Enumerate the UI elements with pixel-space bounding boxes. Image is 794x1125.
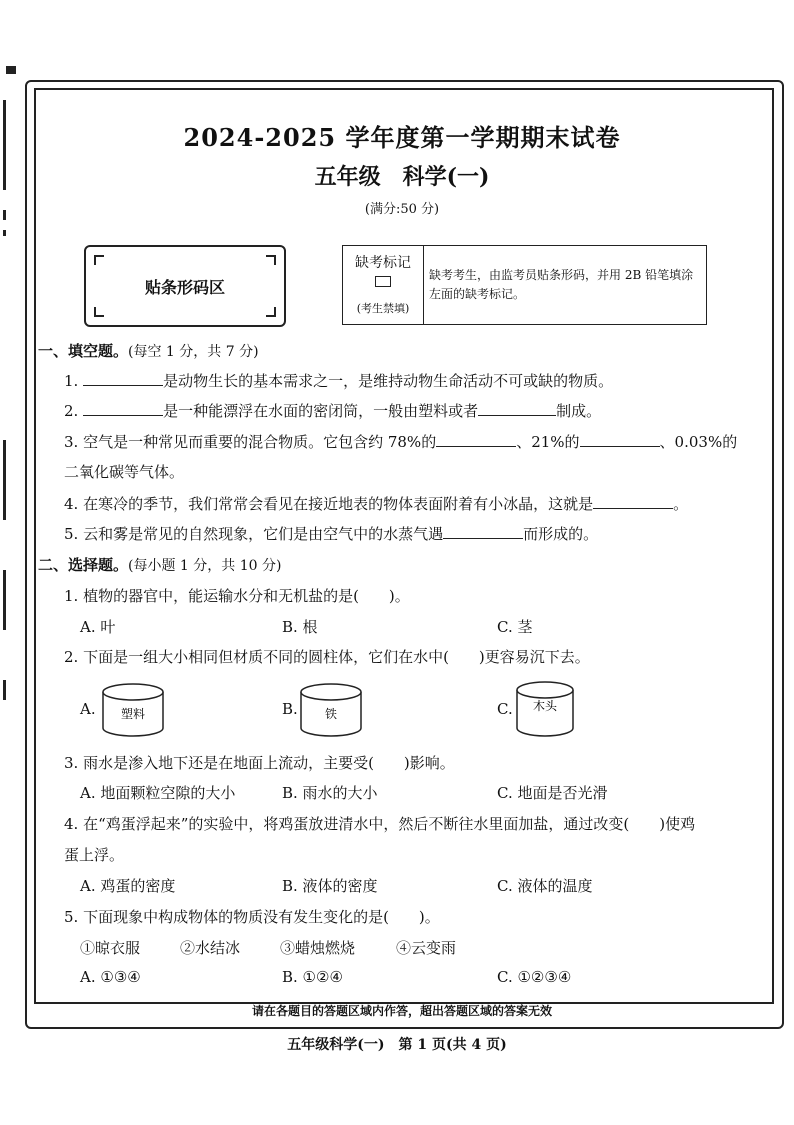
question-text: 而形成的。 [523,525,599,543]
option-c[interactable]: C. ①②③④ [497,968,572,986]
fill-question-1 [64,370,613,391]
answer-blank[interactable] [83,401,163,416]
question-text: 制成。 [556,402,602,420]
section2-note: (每小题 1 分，共 10 分) [128,558,282,574]
cylinder-label: 塑料 [120,707,146,721]
answer-blank[interactable] [478,401,556,416]
question-text: 3. 空气是一种常见而重要的混合物质。它包含约 78%的 [64,433,437,451]
absent-instructions: 缺考考生，由监考员贴条形码，并用 2B 铅笔填涂左面的缺考标记。 [429,268,694,301]
exam-subtitle: 五年级 科学(一) [314,164,490,190]
question-text: 是动物生长的基本需求之一，是维持动物生命活动不可或缺的物质。 [163,372,614,390]
option-c[interactable]: C. 液体的温度 [497,877,593,895]
binding-line [3,210,6,220]
question-number: 1. [64,372,79,390]
phenomenon-item: ④云变雨 [396,939,457,957]
question-text: 4. 在寒冷的季节，我们常常会看见在接近地表的物体表面附着有小冰晶，这就是 [64,495,594,513]
question-text: 、0.03%的 [659,433,738,451]
binding-line [3,570,6,630]
absent-checkbox[interactable] [375,276,391,287]
corner-mark [94,255,104,265]
question-text: 。 [673,495,689,513]
question-text: 是一种能漂浮在水面的密闭筒，一般由塑料或者 [163,402,479,420]
section1-heading [38,340,259,361]
choice-question-4-stem-line2: 蛋上浮。 [64,846,125,864]
option-a[interactable]: A. [80,700,96,718]
option-b[interactable]: B. ①②④ [282,968,343,986]
phenomenon-item: ②水结冰 [180,939,241,957]
answer-blank[interactable] [580,432,660,447]
answer-blank[interactable] [593,494,673,509]
barcode-area [84,245,286,327]
barcode-label: 贴条形码区 [144,278,225,297]
corner-mark [266,307,276,317]
plastic-cylinder [100,680,166,740]
wood-cylinder [514,678,576,740]
option-b[interactable]: B. 液体的密度 [282,877,378,895]
binding-margin [0,60,12,1060]
cylinder-label: 铁 [324,707,338,721]
binding-line [3,440,6,520]
binding-line [3,100,6,190]
option-a[interactable]: A. 地面颗粒空隙的大小 [80,784,236,802]
option-b[interactable]: B. [282,700,298,718]
section2-heading [38,554,281,575]
choice-question-4-stem: 4. 在“鸡蛋浮起来”的实验中，将鸡蛋放进清水中，然后不断往水里面加盐，通过改变( )使鸡 [64,815,696,833]
absent-mark-cell [343,246,424,324]
binding-line [3,230,6,236]
exam-title: 2024-2025 学年度第一学期期末试卷 [183,123,621,152]
answer-blank[interactable] [83,371,163,386]
choice-question-1-stem: 1. 植物的器官中，能运输水分和无机盐的是( )。 [64,587,410,605]
fill-question-3-line2: 二氧化碳等气体。 [64,463,185,481]
corner-mark [94,307,104,317]
cylinder-label: 木头 [532,699,558,713]
fill-question-4 [64,493,688,514]
answer-area-notice: 请在各题目的答题区域内作答，超出答题区域的答案无效 [251,1004,552,1018]
option-a[interactable]: A. 鸡蛋的密度 [80,877,176,895]
full-score: (满分:50 分) [364,202,440,217]
iron-cylinder [298,680,364,740]
section1-title: 一、填空题。 [38,342,129,360]
section2-title: 二、选择题。 [38,556,129,574]
option-c[interactable]: C. 茎 [497,618,533,636]
option-a[interactable]: A. ①③④ [80,968,141,986]
option-b[interactable]: B. 根 [282,618,318,636]
phenomenon-item: ③蜡烛燃烧 [280,939,356,957]
choice-question-5-stem: 5. 下面现象中构成物体的物质没有发生变化的是( )。 [64,908,440,926]
option-c[interactable]: C. 地面是否光滑 [497,784,608,802]
question-text: 、21%的 [516,433,580,451]
choice-question-2-stem: 2. 下面是一组大小相同但材质不同的圆柱体，它们在水中( )更容易沉下去。 [64,648,590,666]
section1-note: (每空 1 分，共 7 分) [128,344,259,360]
content-border [34,88,774,1004]
absent-mark-note: (考生禁填) [356,302,410,315]
option-c[interactable]: C. [497,700,513,718]
question-number: 2. [64,402,79,420]
fill-question-5 [64,523,598,544]
absent-mark-box [342,245,707,325]
scan-marker [6,66,16,74]
fill-question-3 [64,431,737,452]
answer-blank[interactable] [443,524,523,539]
absent-mark-label: 缺考标记 [355,255,411,271]
option-b[interactable]: B. 雨水的大小 [282,784,378,802]
fill-question-2 [64,400,601,421]
corner-mark [266,255,276,265]
question-text: 5. 云和雾是常见的自然现象，它们是由空气中的水蒸气遇 [64,525,444,543]
phenomenon-item: ①晾衣服 [80,939,141,957]
binding-line [3,680,6,700]
choice-question-3-stem: 3. 雨水是渗入地下还是在地面上流动，主要受( )影响。 [64,754,455,772]
page-footer: 五年级科学(一) 第 1 页(共 4 页) [287,1037,507,1053]
answer-blank[interactable] [436,432,516,447]
option-a[interactable]: A. 叶 [80,618,116,636]
